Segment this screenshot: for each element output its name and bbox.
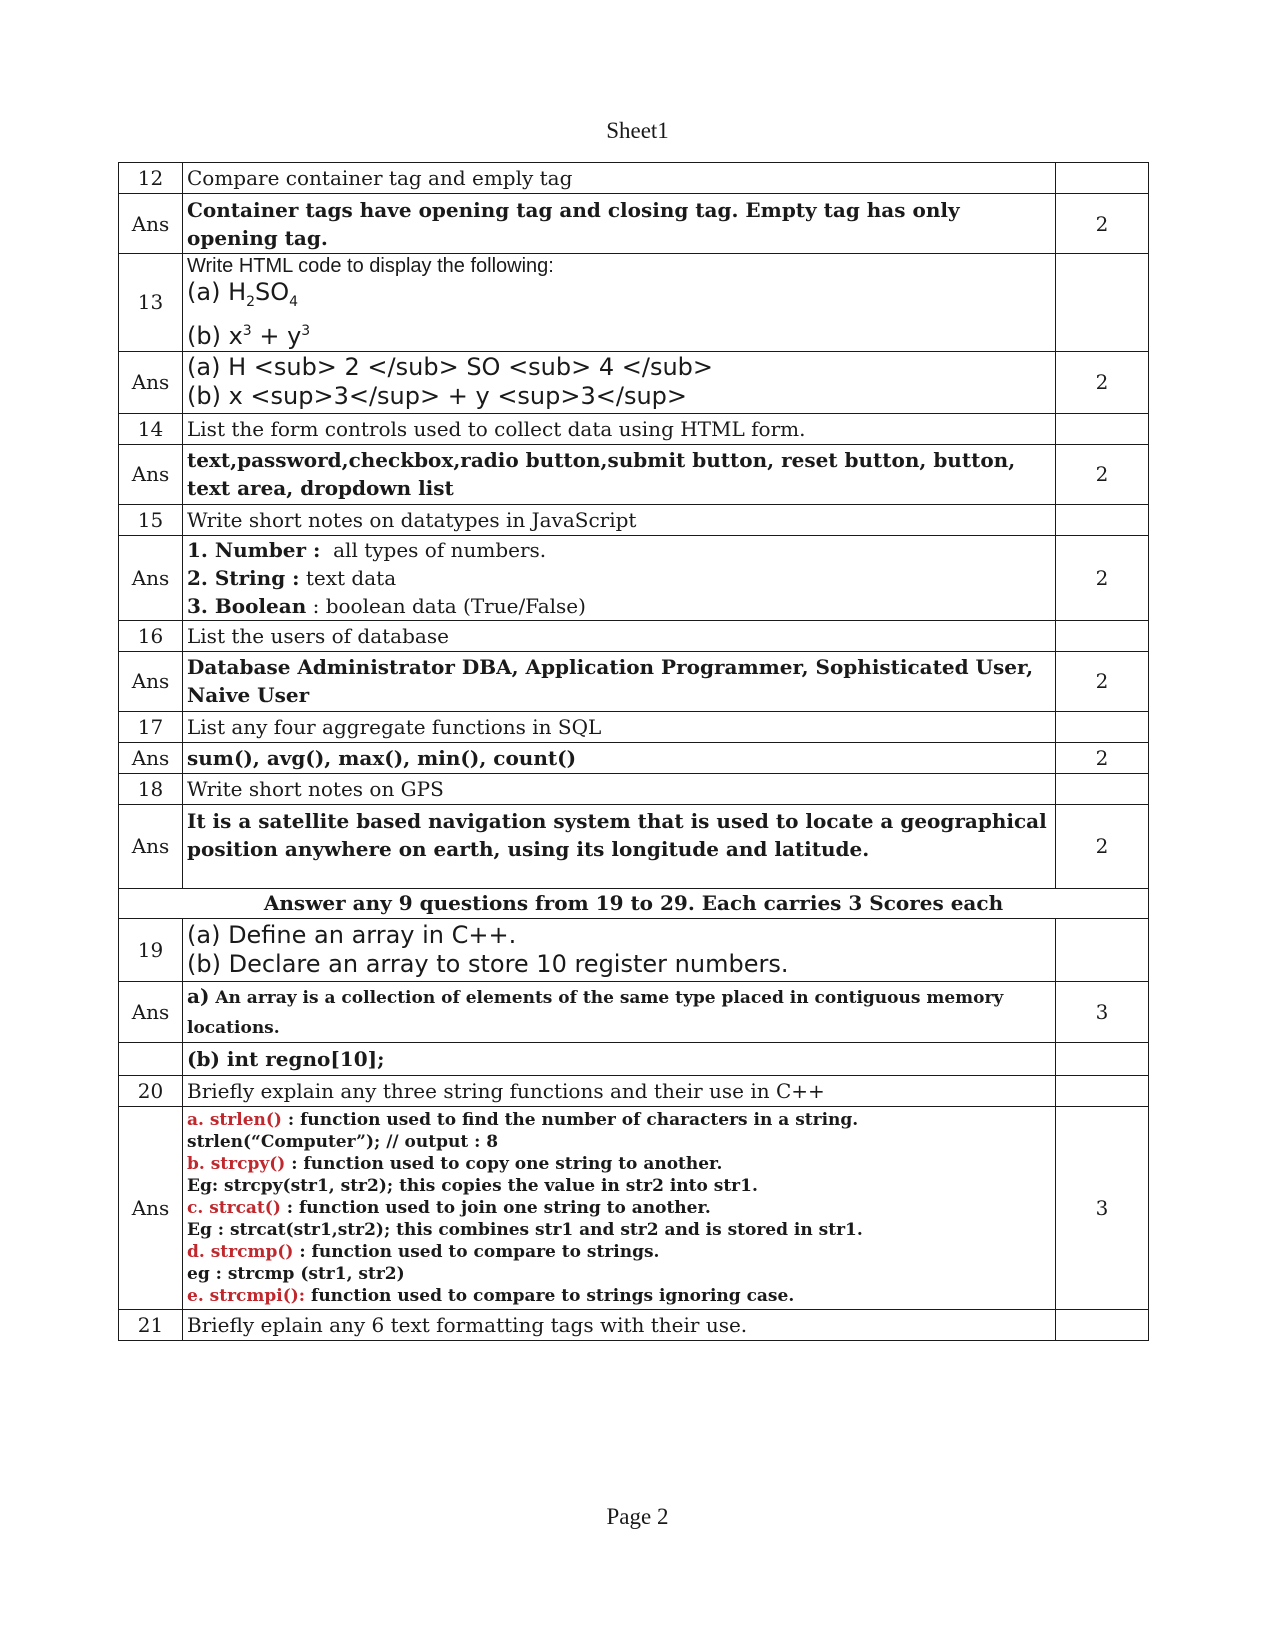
score-cell: [1056, 413, 1149, 444]
table-row: [119, 504, 1149, 535]
table-row: [119, 413, 1149, 444]
answer-line: (a) H <sub> 2 </sub> SO <sub> 4 </sub>: [187, 353, 714, 382]
table-row: [119, 804, 1149, 888]
question-line: (b) Declare an array to store 10 register numbers.: [187, 949, 789, 978]
list-item: 3. Boolean : boolean data (True/False): [187, 593, 586, 618]
table-row: [119, 773, 1149, 804]
score-cell: [1056, 773, 1149, 804]
question-number: 13: [119, 254, 183, 352]
list-item: d. strcmp() : function used to compare to strings.: [187, 1241, 660, 1262]
answer-label: Ans: [119, 742, 183, 773]
question-number: 19: [119, 918, 183, 981]
answer-label: Ans: [119, 194, 183, 254]
list-item: b. strcpy() : function used to copy one string to another.: [187, 1153, 723, 1174]
table-row: [119, 918, 1149, 981]
list-item: e. strcmpi(): function used to compare to strings ignoring case.: [187, 1285, 795, 1306]
question-number: 21: [119, 1309, 183, 1340]
list-item: Eg : strcat(str1,str2); this combines str1 and str2 and is stored in str1.: [187, 1219, 863, 1240]
answer-text: It is a satellite based navigation system that is used to locate a geographical position anywhere on earth, using its longitude and latitude.: [183, 804, 1056, 888]
table-row: [119, 711, 1149, 742]
table-row: [119, 1309, 1149, 1340]
score-cell: 2: [1056, 351, 1149, 413]
score-cell: 3: [1056, 1106, 1149, 1309]
answer-text: [183, 351, 1056, 413]
page-number: Page 2: [606, 1504, 669, 1529]
score-cell: 2: [1056, 742, 1149, 773]
table-row: [119, 1106, 1149, 1309]
list-item: c. strcat() : function used to join one string to another.: [187, 1197, 711, 1218]
section-row: [119, 888, 1149, 918]
question-text: [183, 918, 1056, 981]
answer-text: text,password,checkbox,radio button,submit button, reset button, button, text area, dropdown list: [183, 444, 1056, 504]
score-cell: [1056, 918, 1149, 981]
table-row: [119, 651, 1149, 711]
formula-line-b: (b) $x^3 + y^3$: [187, 321, 311, 350]
question-text: List any four aggregate functions in SQL: [183, 711, 1056, 742]
table-row: [119, 194, 1149, 254]
list-item: 2. String : text data: [187, 565, 397, 590]
question-number: 14: [119, 413, 183, 444]
question-line: (a) Define an array in C++.: [187, 920, 517, 949]
answer-text: sum(), avg(), max(), min(), count(): [183, 742, 1056, 773]
score-cell: [1056, 1309, 1149, 1340]
score-cell: 2: [1056, 194, 1149, 254]
score-cell: [1056, 504, 1149, 535]
table-row: [119, 444, 1149, 504]
answer-label: Ans: [119, 651, 183, 711]
score-cell: [1056, 254, 1149, 352]
score-cell: [1056, 620, 1149, 651]
list-item: eg : strcmp (str1, str2): [187, 1263, 405, 1284]
question-number: 17: [119, 711, 183, 742]
question-text: [183, 254, 1056, 352]
answer-label: Ans: [119, 1106, 183, 1309]
table-row: [119, 535, 1149, 620]
question-number: 18: [119, 773, 183, 804]
table-row: [119, 351, 1149, 413]
question-text: Briefly eplain any 6 text formatting tags with their use.: [183, 1309, 1056, 1340]
question-table: [118, 162, 1149, 1341]
sheet-title: Sheet1: [606, 118, 669, 143]
table-row: [119, 1075, 1149, 1106]
answer-text: (b) int regno[10];: [183, 1042, 1056, 1075]
question-number: 16: [119, 620, 183, 651]
answer-line: (b) x <sup>3</sup> + y <sup>3</sup>: [187, 382, 688, 411]
answer-text: a) An array is a collection of elements of the same type placed in contiguous memory locations.: [183, 981, 1056, 1042]
list-item: strlen(“Computer”); // output : 8: [187, 1131, 499, 1152]
question-line: Write HTML code to display the following:: [187, 255, 554, 277]
table-row: [119, 742, 1149, 773]
question-number: 20: [119, 1075, 183, 1106]
formula-line-a: (a) $H_2SO_4$: [187, 278, 299, 310]
score-cell: [1056, 1042, 1149, 1075]
question-text: Briefly explain any three string functions and their use in C++: [183, 1075, 1056, 1106]
question-number: 12: [119, 163, 183, 194]
table-row: [119, 163, 1149, 194]
table-row: [119, 1042, 1149, 1075]
score-cell: [1056, 711, 1149, 742]
answer-label: [119, 1042, 183, 1075]
score-cell: 2: [1056, 535, 1149, 620]
table-row: [119, 981, 1149, 1042]
answer-text: Database Administrator DBA, Application Programmer, Sophisticated User, Naive User: [183, 651, 1056, 711]
answer-label: Ans: [119, 351, 183, 413]
answer-text: [183, 535, 1056, 620]
score-cell: 2: [1056, 651, 1149, 711]
score-cell: [1056, 163, 1149, 194]
score-cell: 2: [1056, 804, 1149, 888]
question-text: List the form controls used to collect data using HTML form.: [183, 413, 1056, 444]
score-cell: 2: [1056, 444, 1149, 504]
answer-text: [183, 1106, 1056, 1309]
section-heading: Answer any 9 questions from 19 to 29. Each carries 3 Scores each: [119, 888, 1149, 918]
question-text: Write short notes on datatypes in JavaScript: [183, 504, 1056, 535]
list-item: 1. Number : all types of numbers.: [187, 537, 547, 562]
question-text: Write short notes on GPS: [183, 773, 1056, 804]
list-item: a. strlen() : function used to find the number of characters in a string.: [187, 1109, 859, 1130]
answer-label: Ans: [119, 804, 183, 888]
answer-label: Ans: [119, 444, 183, 504]
answer-label: Ans: [119, 535, 183, 620]
answer-text: Container tags have opening tag and closing tag. Empty tag has only opening tag.: [183, 194, 1056, 254]
score-cell: [1056, 1075, 1149, 1106]
score-cell: 3: [1056, 981, 1149, 1042]
question-text: Compare container tag and emply tag: [183, 163, 1056, 194]
table-row: [119, 254, 1149, 352]
table-row: [119, 620, 1149, 651]
answer-label: Ans: [119, 981, 183, 1042]
list-item: Eg: strcpy(str1, str2); this copies the value in str2 into str1.: [187, 1175, 758, 1196]
question-text: List the users of database: [183, 620, 1056, 651]
question-number: 15: [119, 504, 183, 535]
